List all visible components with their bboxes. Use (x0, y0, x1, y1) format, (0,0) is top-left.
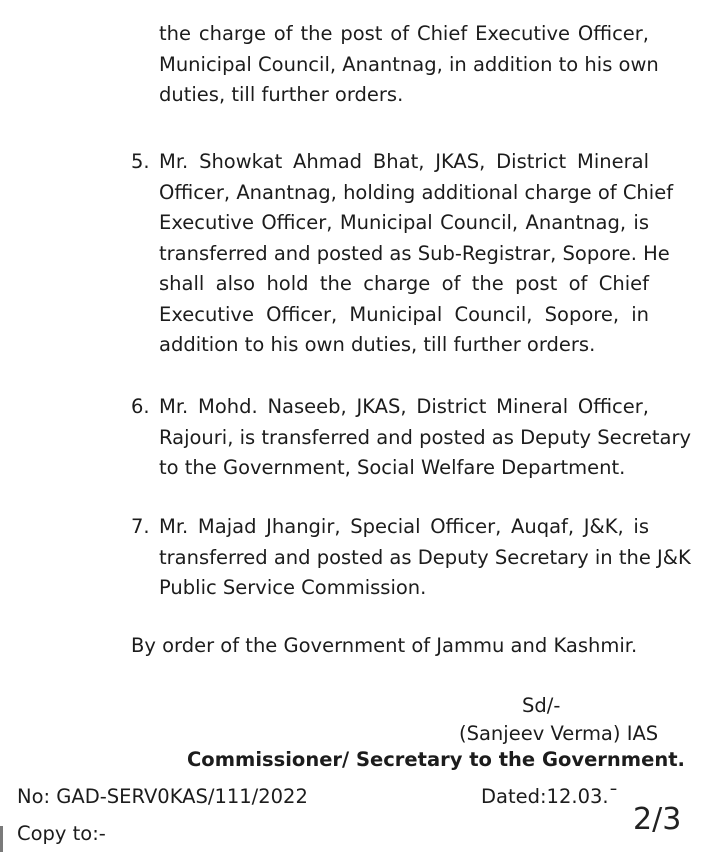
paragraph-line: to the Government, Social Welfare Department. (159, 456, 626, 479)
continued-paragraph (159, 19, 659, 111)
paragraph-line: Officer, Anantnag, holding additional charge of Chief (159, 180, 674, 204)
paragraph-line: Mr. Showkat Ahmad Bhat, JKAS, District Mineral (159, 150, 649, 173)
paragraph-line: Mr. Majad Jhangir, Special Officer, Auqaf, J&K, is (159, 515, 649, 538)
list-item (159, 512, 691, 604)
copy-to-label: Copy to:- (17, 822, 106, 845)
paragraph-line: Municipal Council, Anantnag, in addition to his own (159, 52, 659, 76)
by-order-line: By order of the Government of Jammu and Kashmir. (131, 634, 638, 657)
paragraph-line: Executive Officer, Municipal Council, Sopore, in (159, 302, 649, 326)
signature-sd: Sd/- (522, 694, 561, 717)
paragraph-line: addition to his own duties, till further orders. (159, 333, 596, 356)
item-number: 6. (131, 395, 150, 418)
paragraph-line: shall also hold the charge of the post of Chief (159, 272, 649, 295)
scan-edge-mark (0, 826, 3, 852)
item-number: 5. (131, 150, 150, 173)
item-number: 7. (131, 515, 150, 538)
list-item (159, 392, 692, 484)
paragraph-line: duties, till further orders. (159, 83, 404, 106)
paragraph-line: the charge of the post of Chief Executive Officer, (159, 22, 649, 45)
paragraph-line: Executive Officer, Municipal Council, Anantnag, is (159, 211, 649, 234)
reference-number: No: GAD-SERV0KAS/111/2022 (17, 785, 308, 808)
reference-date: Dated:12.03.ˉ (481, 785, 619, 808)
signatory-name: (Sanjeev Verma) IAS (459, 722, 659, 745)
list-item (159, 147, 674, 361)
paragraph-line: Rajouri, is transferred and posted as Deputy Secretary (159, 425, 692, 449)
paragraph-line: Mr. Mohd. Naseeb, JKAS, District Mineral Officer, (159, 395, 649, 418)
page-number: 2/3 (633, 802, 682, 837)
paragraph-line: transferred and posted as Deputy Secretary in the J&K (159, 545, 691, 569)
paragraph-line: Public Service Commission. (159, 576, 427, 599)
signatory-designation: Commissioner/ Secretary to the Government. (187, 748, 685, 771)
paragraph-line: transferred and posted as Sub-Registrar, Sopore. He (159, 241, 670, 265)
